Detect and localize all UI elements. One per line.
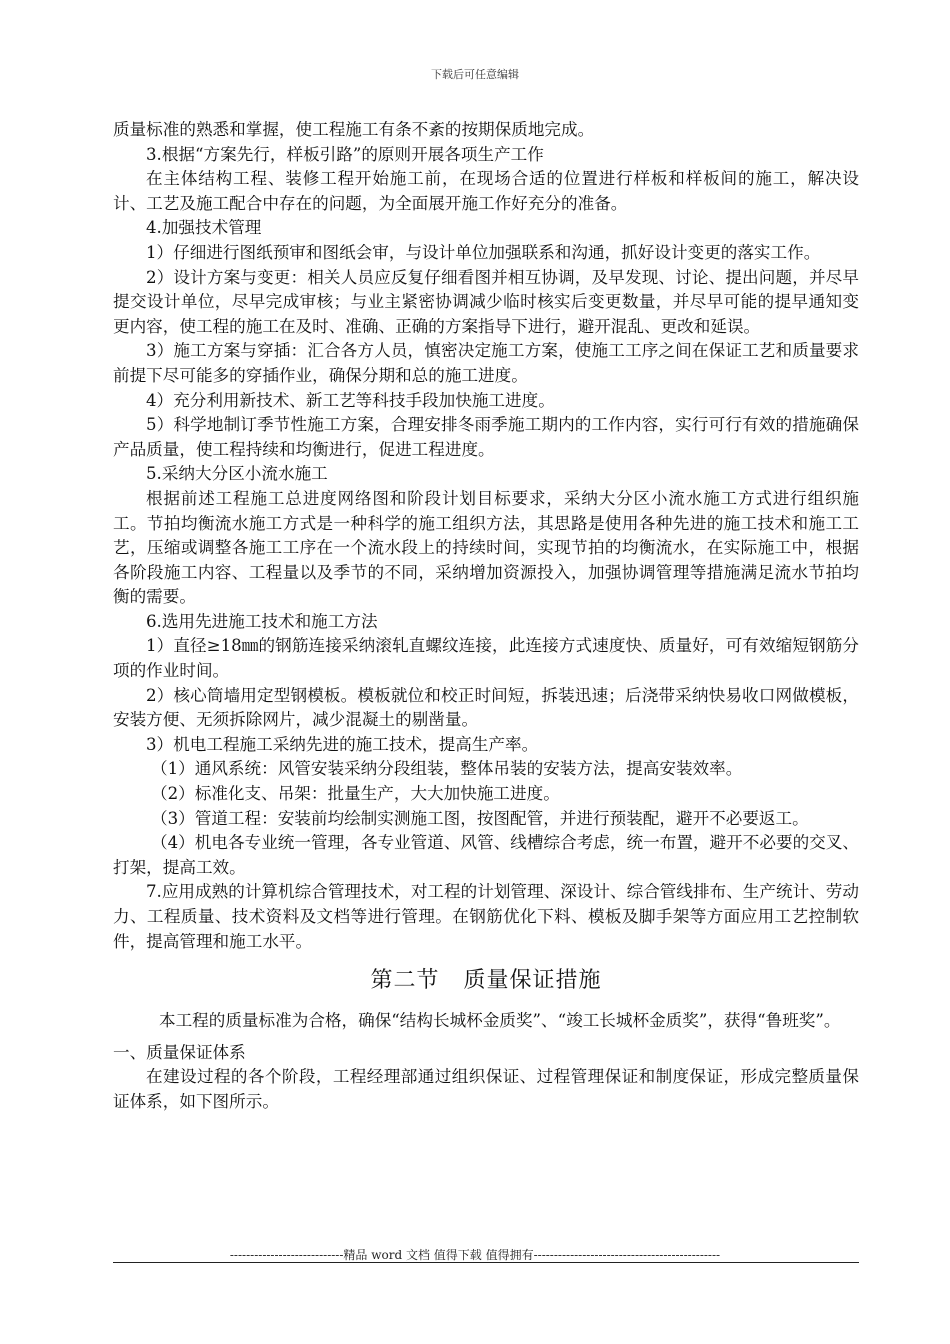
paragraph: （2）标准化支、吊架：批量生产，大大加快施工进度。 xyxy=(151,784,560,804)
paragraphs-after xyxy=(113,1041,859,1115)
paragraph: 1）直径≥18㎜的钢筋连接采纳滚轧直螺纹连接，此连接方式速度快、质量好，可有效缩短钢筋分项的作业时间。 xyxy=(113,636,859,681)
paragraph: 根据前述工程施工总进度网络图和阶段计划目标要求，采纳大分区小流水施工方式进行组织施工。节拍均衡流水施工方式是一种科学的施工组织方法，其思路是使用各种先进的施工技术和施工工艺，压缩或调整各施工工序在一个流水段上的持续时间，实现节拍的均衡流水，在实际施工中，根据各阶段施工内容、工程量以及季节的不同，采纳增加资源投入，加强协调管理等措施满足流水节拍均衡的需要。 xyxy=(113,488,859,607)
paragraph: 在主体结构工程、装修工程开始施工前，在现场合适的位置进行样板和样板间的施工，解决设计、工艺及施工配合中存在的问题，为全面展开施工作好充分的准备。 xyxy=(113,169,859,213)
paragraph: （4）机电各专业统一管理，各专业管道、风管、线槽综合考虑，统一布置，避开不必要的交叉、打架，提高工效。 xyxy=(113,833,859,877)
paragraph: 4）充分利用新技术、新工艺等科技手段加快施工进度。 xyxy=(146,390,555,410)
lead-paragraph: 本工程的质量标准为合格，确保“结构长城杯金质奖”、“竣工长城杯金质奖”，获得“鲁班奖”。 xyxy=(159,1010,841,1030)
document-body xyxy=(113,118,859,1115)
paragraph: 5.采纳大分区小流水施工 xyxy=(146,464,328,484)
paragraph: 3）施工方案与穿插：汇合各方人员，慎密决定施工方案，使施工工序之间在保证工艺和质量要求前提下尽可能多的穿插作业，确保分期和总的施工进度。 xyxy=(113,341,859,385)
paragraph: 一、质量保证体系 xyxy=(113,1042,246,1062)
paragraph: （1）通风系统：风管安装采纳分段组装，整体吊装的安装方法，提高安装效率。 xyxy=(151,759,743,779)
section-label: 第二节 xyxy=(370,968,440,994)
paragraph: 6.选用先进施工技术和施工方法 xyxy=(146,611,378,631)
paragraph: 5）科学地制订季节性施工方案，合理安排冬雨季施工期内的工作内容，实行可行有效的措施确保产品质量，使工程持续和均衡进行，促进工程进度。 xyxy=(113,415,859,459)
footer-rule xyxy=(113,1262,859,1263)
paragraph: 在建设过程的各个阶段，工程经理部通过组织保证、过程管理保证和制度保证，形成完整质量保证体系，如下图所示。 xyxy=(113,1067,859,1111)
paragraphs-before xyxy=(113,118,859,954)
paragraph: 2）核心筒墙用定型钢模板。模板就位和校正时间短，拆装迅速；后浇带采纳快易收口网做模板，安装方便、无须拆除网片，减少混凝土的剔凿量。 xyxy=(113,685,859,730)
paragraph: 3.根据“方案先行，样板引路”的原则开展各项生产工作 xyxy=(146,144,544,164)
footer-text: ----------------------------精品 word 文档 值得下载 值得拥有---------------------------------------------- xyxy=(229,1248,721,1262)
paragraph: 7.应用成熟的计算机综合管理技术，对工程的计划管理、深设计、综合管线排布、生产统计、劳动力、工程质量、技术资料及文档等进行管理。在钢筋优化下料、模板及脚手架等方面应用工艺控制软件，提高管理和施工水平。 xyxy=(113,882,859,951)
paragraph: 4.加强技术管理 xyxy=(146,218,262,238)
paragraph: 2）设计方案与变更：相关人员应反复仔细看图并相互协调，及早发现、讨论、提出问题，并尽早提交设计单位，尽早完成审核；与业主紧密协调减少临时核实后变更数量，并尽早可能的提早通知变更内容，使工程的施工在及时、准确、正确的方案指导下进行，避开混乱、更改和延误。 xyxy=(113,267,859,336)
paragraph: 1）仔细进行图纸预审和图纸会审，与设计单位加强联系和沟通，抓好设计变更的落实工作。 xyxy=(146,242,821,262)
paragraph: 3）机电工程施工采纳先进的施工技术，提高生产率。 xyxy=(146,734,539,754)
section-heading xyxy=(113,969,859,994)
paragraph: （3）管道工程：安装前均绘制实测施工图，按图配管，并进行预装配，避开不必要返工。 xyxy=(151,808,809,828)
paragraph: 质量标准的熟悉和掌握，使工程施工有条不紊的按期保质地完成。 xyxy=(113,120,595,139)
section-title: 质量保证措施 xyxy=(463,968,602,994)
header-note: 下载后可任意编辑 xyxy=(431,68,519,81)
